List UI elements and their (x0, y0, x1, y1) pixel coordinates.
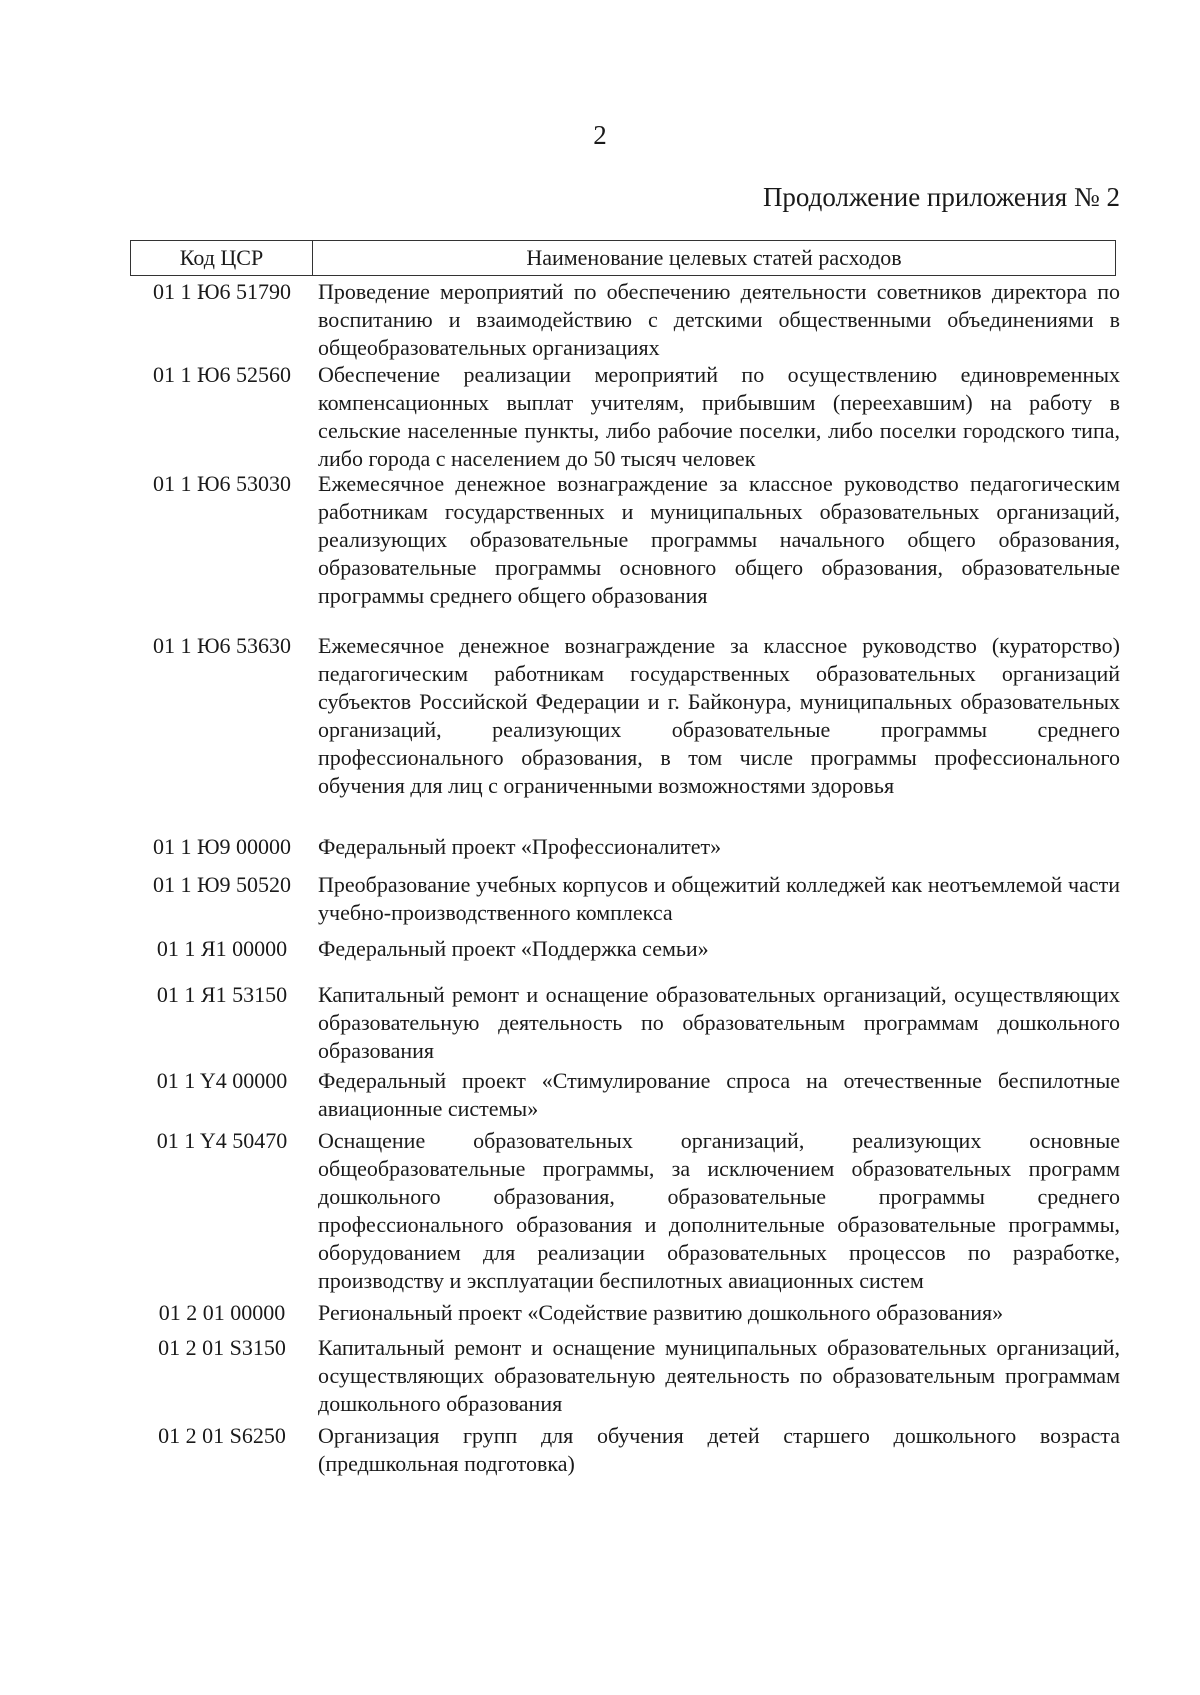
row-code: 01 1 Ю6 53030 (152, 471, 292, 496)
row-code: 01 1 Y4 00000 (156, 1068, 288, 1093)
table-row (130, 361, 1120, 470)
header-name: Наименование целевых статей расходов (526, 245, 902, 270)
table-row (130, 1334, 1120, 1422)
row-name: Региональный проект «Содействие развитию дошкольного образования» (318, 1300, 1004, 1325)
table-row (130, 278, 1120, 361)
table-row (130, 470, 1120, 632)
row-name: Федеральный проект «Профессионалитет» (318, 834, 722, 859)
header-code: Код ЦСР (131, 241, 313, 275)
row-code: 01 2 01 S3150 (158, 1335, 286, 1360)
row-code: 01 1 Ю9 00000 (152, 834, 292, 859)
table-row (130, 1422, 1120, 1482)
row-code: 01 2 01 S6250 (158, 1423, 286, 1448)
row-code: 01 1 Ю6 53630 (152, 633, 292, 658)
row-name: Ежемесячное денежное вознаграждение за классное руководство (кураторство) педагогическим работникам государственных образовательных организаций субъектов Российской Федерации и г. Байконура, муниципальных образовательных организаций, реализующих образовательные программы среднего профессионального образования, в том числе программы профессионального обучения для лиц с ограниченными возможностями здоровья (318, 633, 1120, 798)
table-row (130, 1067, 1120, 1127)
row-name: Федеральный проект «Стимулирование спроса на отечественные беспилотные авиационные системы» (318, 1068, 1120, 1121)
row-name: Оснащение образовательных организаций, реализующих основные общеобразовательные программы, за исключением образовательных программ дошкольного образования, образовательные программы среднего профессионального образования и дополнительные образовательные программы, оборудованием для реализации образовательных процессов по разработке, производству и эксплуатации беспилотных авиационных систем (318, 1128, 1120, 1293)
row-name: Капитальный ремонт и оснащение муниципальных образовательных организаций, осуществляющих образовательную деятельность по образовательным программам дошкольного образования (318, 1335, 1120, 1416)
row-name: Проведение мероприятий по обеспечению деятельности советников директора по воспитанию и взаимодействию с детскими общественными объединениями в общеобразовательных организациях (318, 279, 1120, 360)
table-header (130, 240, 1116, 276)
continuation-label: Продолжение приложения № 2 (762, 182, 1120, 212)
row-name: Организация групп для обучения детей старшего дошкольного возраста (предшкольная подготовка) (318, 1423, 1120, 1476)
row-name: Обеспечение реализации мероприятий по осуществлению единовременных компенсационных выплат учителям, прибывшим (переехавшим) на работу в сельские населенные пункты, либо рабочие поселки, либо поселки городского типа, либо города с населением до 50 тысяч человек (318, 362, 1120, 471)
table-row (130, 935, 1120, 981)
row-code: 01 1 Y4 50470 (156, 1128, 288, 1153)
row-code: 01 1 Я1 00000 (156, 936, 288, 961)
row-name: Преобразование учебных корпусов и общежитий колледжей как неотъемлемой части учебно-производственного комплекса (318, 872, 1120, 925)
row-code: 01 1 Ю6 51790 (152, 279, 292, 304)
table-row (130, 981, 1120, 1067)
table-row (130, 833, 1120, 871)
row-code: 01 1 Ю6 52560 (152, 362, 292, 387)
row-name: Федеральный проект «Поддержка семьи» (318, 936, 709, 961)
page-number: 2 (593, 120, 607, 150)
row-name: Ежемесячное денежное вознаграждение за классное руководство педагогическим работникам государственных и муниципальных образовательных организаций, реализующих образовательные программы начального общего образования, образовательные программы основного общего образования, образовательные программы среднего общего образования (318, 471, 1120, 608)
row-code: 01 1 Я1 53150 (156, 982, 288, 1007)
table-body (130, 278, 1120, 1482)
table-row (130, 632, 1120, 833)
table-row (130, 1127, 1120, 1299)
table-row (130, 1299, 1120, 1334)
table-row (130, 871, 1120, 935)
row-code: 01 2 01 00000 (158, 1300, 286, 1325)
row-name: Капитальный ремонт и оснащение образовательных организаций, осуществляющих образовательную деятельность по образовательным программам дошкольного образования (318, 982, 1120, 1063)
row-code: 01 1 Ю9 50520 (152, 872, 292, 897)
